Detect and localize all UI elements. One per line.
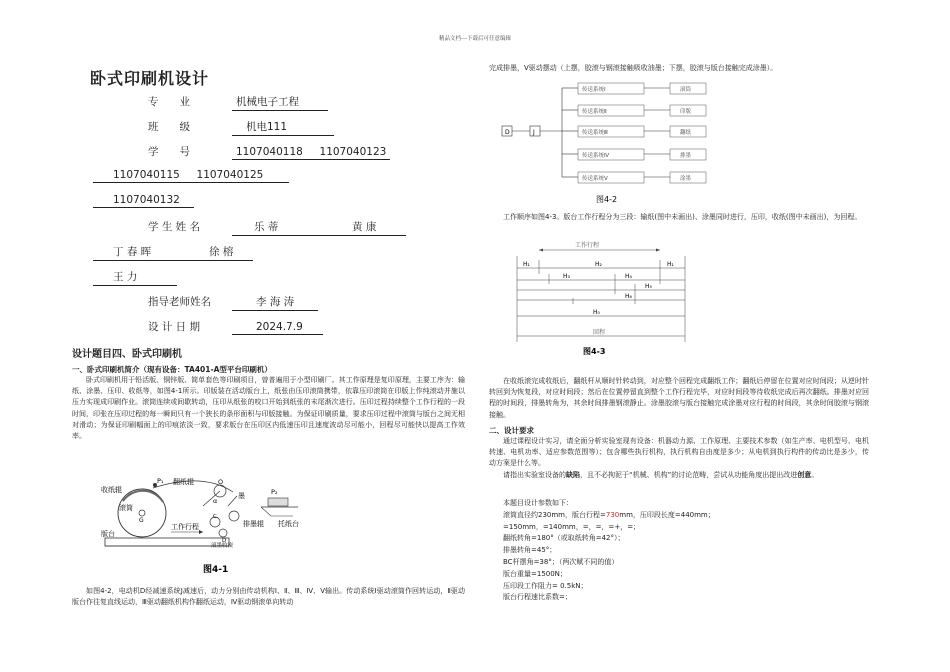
id-value-1: 1107040118	[236, 146, 303, 158]
field-major	[148, 94, 328, 111]
param-line-1a: 滚筒直径约230mm，版台行程=	[503, 510, 606, 519]
teacher-value: 李 海 涛	[232, 294, 318, 311]
label-transfer: 排墨辊	[243, 520, 264, 528]
field-id	[148, 144, 390, 160]
id-value-5: 1107040132	[93, 194, 194, 208]
system-3: 传送系统Ⅲ	[582, 130, 608, 136]
system-5: 传送系统Ⅴ	[582, 176, 608, 182]
requirements-paragraph-1: 通过课程设计实习，请全面分析实验室现有设备：机器动力源、工作原理、主要技术参数（如生产率、电机型号、电机转速、电机功率、适应参数范围等）；包含哪些执行机构，执行机构自由度是多少；从电机到执行构件的传动比是多少，传动方案是什么等。	[489, 437, 869, 468]
label-d: D	[222, 538, 227, 544]
param-line-1	[503, 510, 863, 522]
label-h0: H₀	[593, 309, 600, 316]
names-row1	[232, 219, 406, 236]
output-2: 印版	[680, 109, 692, 115]
fig2-caption: 图4-2	[596, 195, 618, 204]
date-value: 2024.7.9	[232, 321, 323, 335]
id-value-2: 1107040123	[319, 146, 387, 158]
label-drum: 滚筒	[119, 504, 133, 512]
system-rows	[562, 83, 706, 183]
output-4: 排墨	[680, 153, 692, 159]
name-5: 王 力	[93, 269, 177, 286]
name-label: 学 生 姓 名	[148, 221, 201, 233]
label-h5: H₅	[645, 283, 652, 290]
label-stroke: 工作行程	[171, 523, 199, 531]
params-intro: 本题目设计参数如下：	[503, 499, 573, 507]
ids-row2-values	[93, 169, 289, 183]
label-collect: 收纸辊	[101, 486, 122, 494]
names-row3	[93, 269, 177, 286]
label-o: O	[218, 478, 224, 486]
teacher-label: 指导老师姓名	[148, 296, 211, 308]
param-line-3: 翻纸转角=180°（或取纸转角=42°）；	[503, 534, 625, 543]
name-2: 黄 康	[352, 221, 377, 233]
label-alpha: α	[213, 497, 218, 505]
page-header: 精品文档---下载后可任意编辑	[439, 36, 511, 42]
label-tray: 托纸台	[278, 520, 299, 528]
label-h1-left: H₁	[523, 261, 530, 268]
param-line-2: =150mm，=140mm，=，=，=+，=；	[503, 522, 641, 531]
para-after-fig2: 工作顺序如图4-3。版台工作行程分为三段：输纸(图中未画出)、涂墨同时进行，压印，收纸(图中未画出)，为回程。	[503, 213, 862, 221]
label-ink: 墨	[238, 492, 245, 500]
label-recycle: 滚墨收滚	[211, 543, 234, 549]
param-line-8: 版台行程速比系数=；	[503, 593, 572, 602]
para-fig3: 在收纸滚完成收纸后，翻纸杆从顺时针转动到，对应整个回程完成翻纸工作；翻纸后停留在位置对应时间段；从逆时针转回到为恢复段，对应时间段；然后在位置停留直到整个工作行程完毕，对应时间段等待收纸完成后再次翻纸。排墨对应回程的时间段，排墨转角为，其余时间排墨钢滚静止。涂墨胶滚与版台接触完成涂墨对应行程的时间段，其余时间胶滚与钢滚接触。	[489, 377, 869, 419]
box-j	[530, 126, 540, 136]
output-3: 翻纸	[680, 130, 692, 136]
label-p1: P₁	[157, 477, 164, 485]
names-row2	[93, 244, 253, 261]
parameters-block	[503, 498, 863, 604]
label-h2: H₂	[595, 261, 602, 268]
label-c: C	[213, 514, 217, 520]
name-4: 徐 榕	[209, 246, 234, 258]
label-h4: H₄	[625, 273, 632, 280]
field-teacher	[148, 294, 318, 311]
req2-bold-idea: 创意	[797, 471, 812, 479]
id-value-3: 1107040115	[113, 169, 180, 181]
system-4: 传送系统Ⅳ	[582, 153, 610, 159]
param-line-6: 版台重量=1500N；	[503, 569, 567, 578]
label-d-box: D	[505, 129, 510, 136]
param-line-4: 排墨转角=45°；	[503, 546, 557, 555]
fig1-caption: 图4-1	[203, 565, 229, 575]
label-p2: P₂	[271, 488, 278, 496]
class-label: 班 级	[148, 121, 190, 133]
fig3-caption: 图4-3	[583, 347, 606, 356]
output-1: 滚筒	[680, 87, 692, 93]
section-title: 设计题目四、卧式印刷机	[72, 349, 182, 360]
system-2: 传送系统Ⅱ	[582, 109, 607, 115]
date-label: 设 计 日 期	[148, 321, 201, 333]
intro-heading: 一、卧式印刷机简介（现有设备：TA401-A型平台印刷机）	[72, 365, 272, 374]
id-values	[232, 146, 390, 160]
label-flip: 翻纸辊	[173, 478, 194, 486]
label-h1-right: H₁	[667, 261, 674, 268]
label-platen: 版台	[101, 530, 115, 538]
param-line-5: BC杆摆角=38°；（两次赋不同的值）	[503, 557, 619, 566]
name-3: 丁 春 晖	[113, 246, 152, 258]
field-names	[148, 219, 406, 236]
label-work-stroke: 工作行程	[575, 242, 600, 249]
intro-paragraph: 卧式印刷机用于铅活版、铜锌版、简单套色等印刷项目，曾普遍用于小型印刷厂。其工作原理是复印原理，主要工序为：输纸、涂墨、压印、收纸等，如图4-1所示。印版装在活动版台上，纸张由压印滚筒携带，依靠压印滚筒在印版上作纯滚动并施以压力实现成印刷作业。滚筒连续或间歇转动，压印从纸张的咬口开始到纸张的末尾渐次进行。压印过程持续整个工作行程的一段时间，印张在压印过程的每一瞬间只有一个狭长的条形面积与印版接触。为保证印刷质量，要求压印过程中滚筒与版台之间无相对滑动；为保证印刷幅面上的印痕浓淡一致，要求版台在压印区内低速压印且速度波动尽可能小，回程尽可能快以提高工作效率。	[72, 376, 465, 441]
figure-4-3	[505, 238, 705, 360]
right-top-paragraph: 完成排墨，V驱动摆动（上摆，胶滚与钢滚接触吸收油墨；下摆，胶滚与版台接触完成涂墨）。	[489, 64, 778, 72]
label-j-box: J	[533, 129, 535, 136]
major-label: 专 业	[148, 96, 190, 108]
param-line-7: 压印段工作阻力= 0.5kN；	[503, 581, 588, 590]
label-h6: H₆	[625, 293, 632, 300]
id-value-4: 1107040125	[196, 169, 264, 181]
doc-title: 卧式印刷机设计	[90, 69, 210, 88]
param-stroke-value: 730	[605, 510, 620, 519]
field-class	[148, 119, 334, 136]
req2-text-b: ，且不必拘泥于“机械、机构”的讨论范畴，尝试从功能角度出提出改进	[580, 471, 798, 479]
label-g: G	[139, 517, 144, 524]
figure-4-2	[498, 80, 718, 208]
ids-row2	[93, 169, 289, 183]
param-line-1b: mm，压印段长度=440mm；	[619, 510, 715, 519]
req2-text-a: 请指出实验室设备的	[503, 471, 566, 479]
ids-row3	[93, 194, 194, 208]
requirements-heading: 二、设计要求	[489, 426, 534, 435]
label-h3: H₃	[563, 273, 570, 280]
req2-bold-defect: 缺陷	[566, 471, 580, 479]
id-label: 学 号	[148, 146, 190, 158]
output-5: 涂墨	[680, 176, 692, 182]
req2-text-c: 。	[811, 471, 819, 479]
name-1: 乐 蒂	[254, 221, 279, 233]
label-back-stroke: 回程	[593, 329, 606, 336]
figure-4-1	[93, 476, 345, 576]
class-value: 机电111	[232, 119, 334, 136]
major-value: 机械电子工程	[232, 94, 328, 111]
field-date	[148, 319, 323, 335]
requirements-paragraph-2	[489, 470, 869, 481]
names-row2-values	[93, 244, 253, 261]
left-bottom-paragraph: 如图4-2，电动机D经减速系统J减速后，动力分别由传动机构Ⅰ、Ⅱ、Ⅲ、Ⅳ、Ⅴ输出。传动系统Ⅰ驱动滚筒作回转运动，Ⅱ驱动版台作往复直线运动，Ⅲ驱动翻纸机构作翻纸运动，Ⅳ驱动钢滚单向转动	[72, 587, 465, 607]
system-1: 传送系统Ⅰ	[582, 87, 606, 93]
